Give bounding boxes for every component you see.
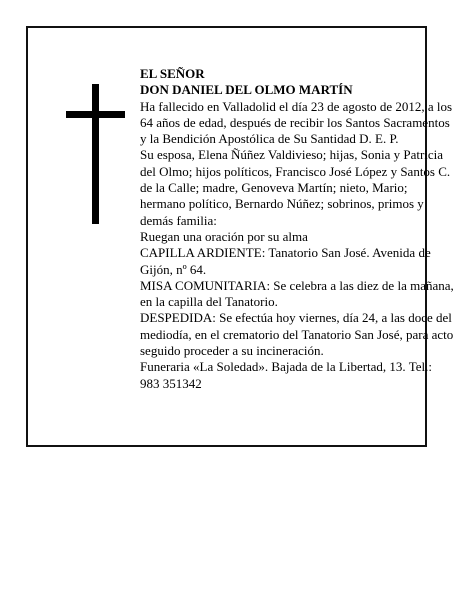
obituary-notice — [26, 26, 454, 447]
heading-title: EL SEÑOR — [140, 66, 205, 81]
notice-text — [140, 66, 454, 392]
funeral-home-info: Funeraria «La Soledad». Bajada de la Libertad, 13. Tel.: 983 351342 — [140, 359, 432, 391]
mass-info: MISA COMUNITARIA: Se celebra a las diez de la mañana, en la capilla del Tanatorio. — [140, 277, 454, 310]
cross-icon-horizontal-bar — [66, 111, 125, 118]
death-announcement: Ha fallecido en Valladolid el día 23 de agosto de 2012, a los 64 años de edad, después de recibir los Santos Sacramentos y la Bendición Apostólica de Su Santidad D. E. P. — [140, 98, 453, 147]
farewell-info: DESPEDIDA: Se efectúa hoy viernes, día 24, a las doce del mediodía, en el crematorio del Tanatorio San José, para acto seguido proceder a su incineración. — [140, 310, 454, 359]
prayer-request: Ruegan una oración por su alma — [140, 228, 308, 244]
cross-icon-vertical-bar — [92, 84, 99, 224]
deceased-name: DON DANIEL DEL OLMO MARTÍN — [140, 82, 353, 98]
family-list: Su esposa, Elena Ñúñez Valdivieso; hijas, Sonia y Patricia del Olmo; hijos políticos, Francisco José López y Santos C. de la Calle; madre, Genoveva Martín; nieto, Mario; hermano político, Bernardo Núñez; sobrinos, primos y demás familia: — [140, 147, 451, 228]
funeral-chapel-info: CAPILLA ARDIENTE: Tanatorio San José. Avenida de Gijón, nº 64. — [140, 245, 431, 277]
